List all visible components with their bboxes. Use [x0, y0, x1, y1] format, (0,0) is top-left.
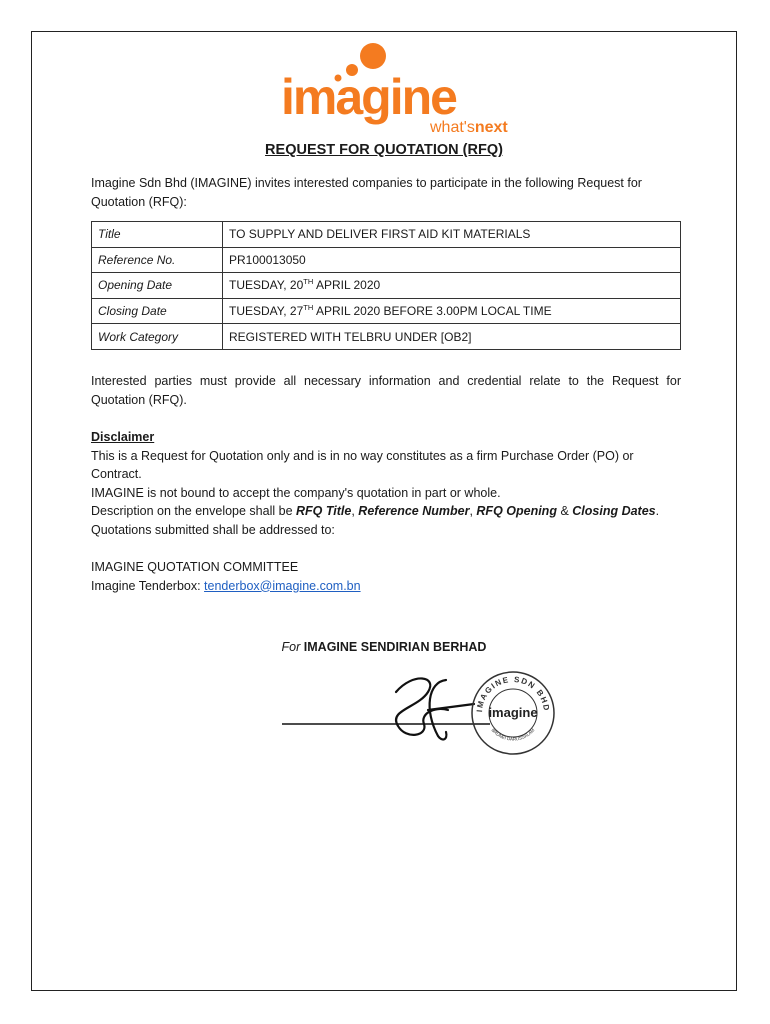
logo-big-dot [360, 43, 386, 69]
svg-text:BRUNEI DARUSSALAM [491, 727, 536, 741]
row-label: Closing Date [92, 298, 223, 324]
row-value: PR100013050 [223, 247, 681, 273]
committee-address [91, 558, 681, 595]
date-text: TUESDAY, 27 [229, 304, 304, 319]
interested-parties-paragraph: Interested parties must provide all necessary information and credential relate to the Request for Quotation (RFQ). [91, 374, 681, 407]
tenderbox-label: Imagine Tenderbox: [91, 578, 205, 593]
company-stamp [470, 670, 556, 756]
intro-paragraph: Imagine Sdn Bhd (IMAGINE) invites interested companies to participate in the following Request for Quotation (RFQ): [91, 176, 642, 209]
emphasis-reference-number: Reference Number [358, 504, 470, 518]
document-title [32, 142, 736, 158]
row-label: Reference No. [92, 247, 223, 273]
row-value [223, 273, 681, 299]
document-title-text: REQUEST FOR QUOTATION (RFQ) [265, 142, 503, 158]
table-row [92, 273, 681, 299]
rfq-details-table [91, 221, 681, 350]
signature-stroke [396, 678, 474, 739]
table-row [92, 324, 681, 350]
disclaimer-section [91, 428, 681, 502]
logo-tagline-suffix: next [474, 119, 508, 136]
disclaimer-line-1: This is a Request for Quotation only and is in no way constitutes as a firm Purchase Order (PO) or Contract. [91, 448, 634, 481]
date-suffix: TH [303, 303, 314, 313]
row-label: Work Category [92, 324, 223, 350]
emphasis-rfq-title: RFQ Title [296, 504, 352, 518]
row-value: REGISTERED WITH TELBRU UNDER [OB2] [223, 324, 681, 350]
date-text: APRIL 2020 [313, 278, 381, 293]
logo-tagline [429, 119, 508, 136]
stamp-ring-text: IMAGINE SDN BHD [474, 674, 552, 713]
logo-wordmark: imagine [281, 69, 456, 125]
row-value: TO SUPPLY AND DELIVER FIRST AID KIT MATERIALS [223, 222, 681, 248]
disclaimer-line-2: IMAGINE is not bound to accept the company's quotation in part or whole. [91, 485, 501, 500]
stamp-center-text: imagine [488, 705, 538, 720]
signoff-company: IMAGINE SENDIRIAN BERHAD [303, 640, 487, 654]
emphasis-rfq-opening: RFQ Opening [476, 504, 557, 518]
tenderbox-email-link[interactable]: tenderbox@imagine.com.bn [204, 578, 361, 593]
disclaimer-heading: Disclaimer [91, 430, 155, 444]
document-page [31, 31, 737, 991]
row-value [223, 298, 681, 324]
date-text: TUESDAY, 20 [229, 278, 304, 293]
signoff-for: For [281, 640, 301, 654]
table-row [92, 222, 681, 248]
table-row [92, 298, 681, 324]
emphasis-closing-dates: Closing Dates [572, 504, 656, 518]
tenderbox-line [91, 577, 681, 596]
date-suffix: TH [303, 277, 314, 287]
envelope-line-1: Description on the envelope shall be RFQ Title, Reference Number, RFQ Opening & Closing Dates. [91, 504, 660, 518]
row-label: Title [92, 222, 223, 248]
envelope-line-2: Quotations submitted shall be addressed to: [91, 522, 335, 537]
table-row [92, 247, 681, 273]
logo-tagline-prefix: what's [430, 119, 475, 136]
row-label: Opening Date [92, 273, 223, 299]
envelope-instructions [91, 502, 681, 539]
signoff-line [32, 640, 736, 654]
stamp-bottom-text: BRUNEI DARUSSALAM [490, 727, 536, 742]
imagine-logo [278, 40, 508, 136]
date-text: APRIL 2020 BEFORE 3.00PM LOCAL TIME [313, 304, 552, 319]
committee-name: IMAGINE QUOTATION COMMITTEE [91, 560, 299, 574]
